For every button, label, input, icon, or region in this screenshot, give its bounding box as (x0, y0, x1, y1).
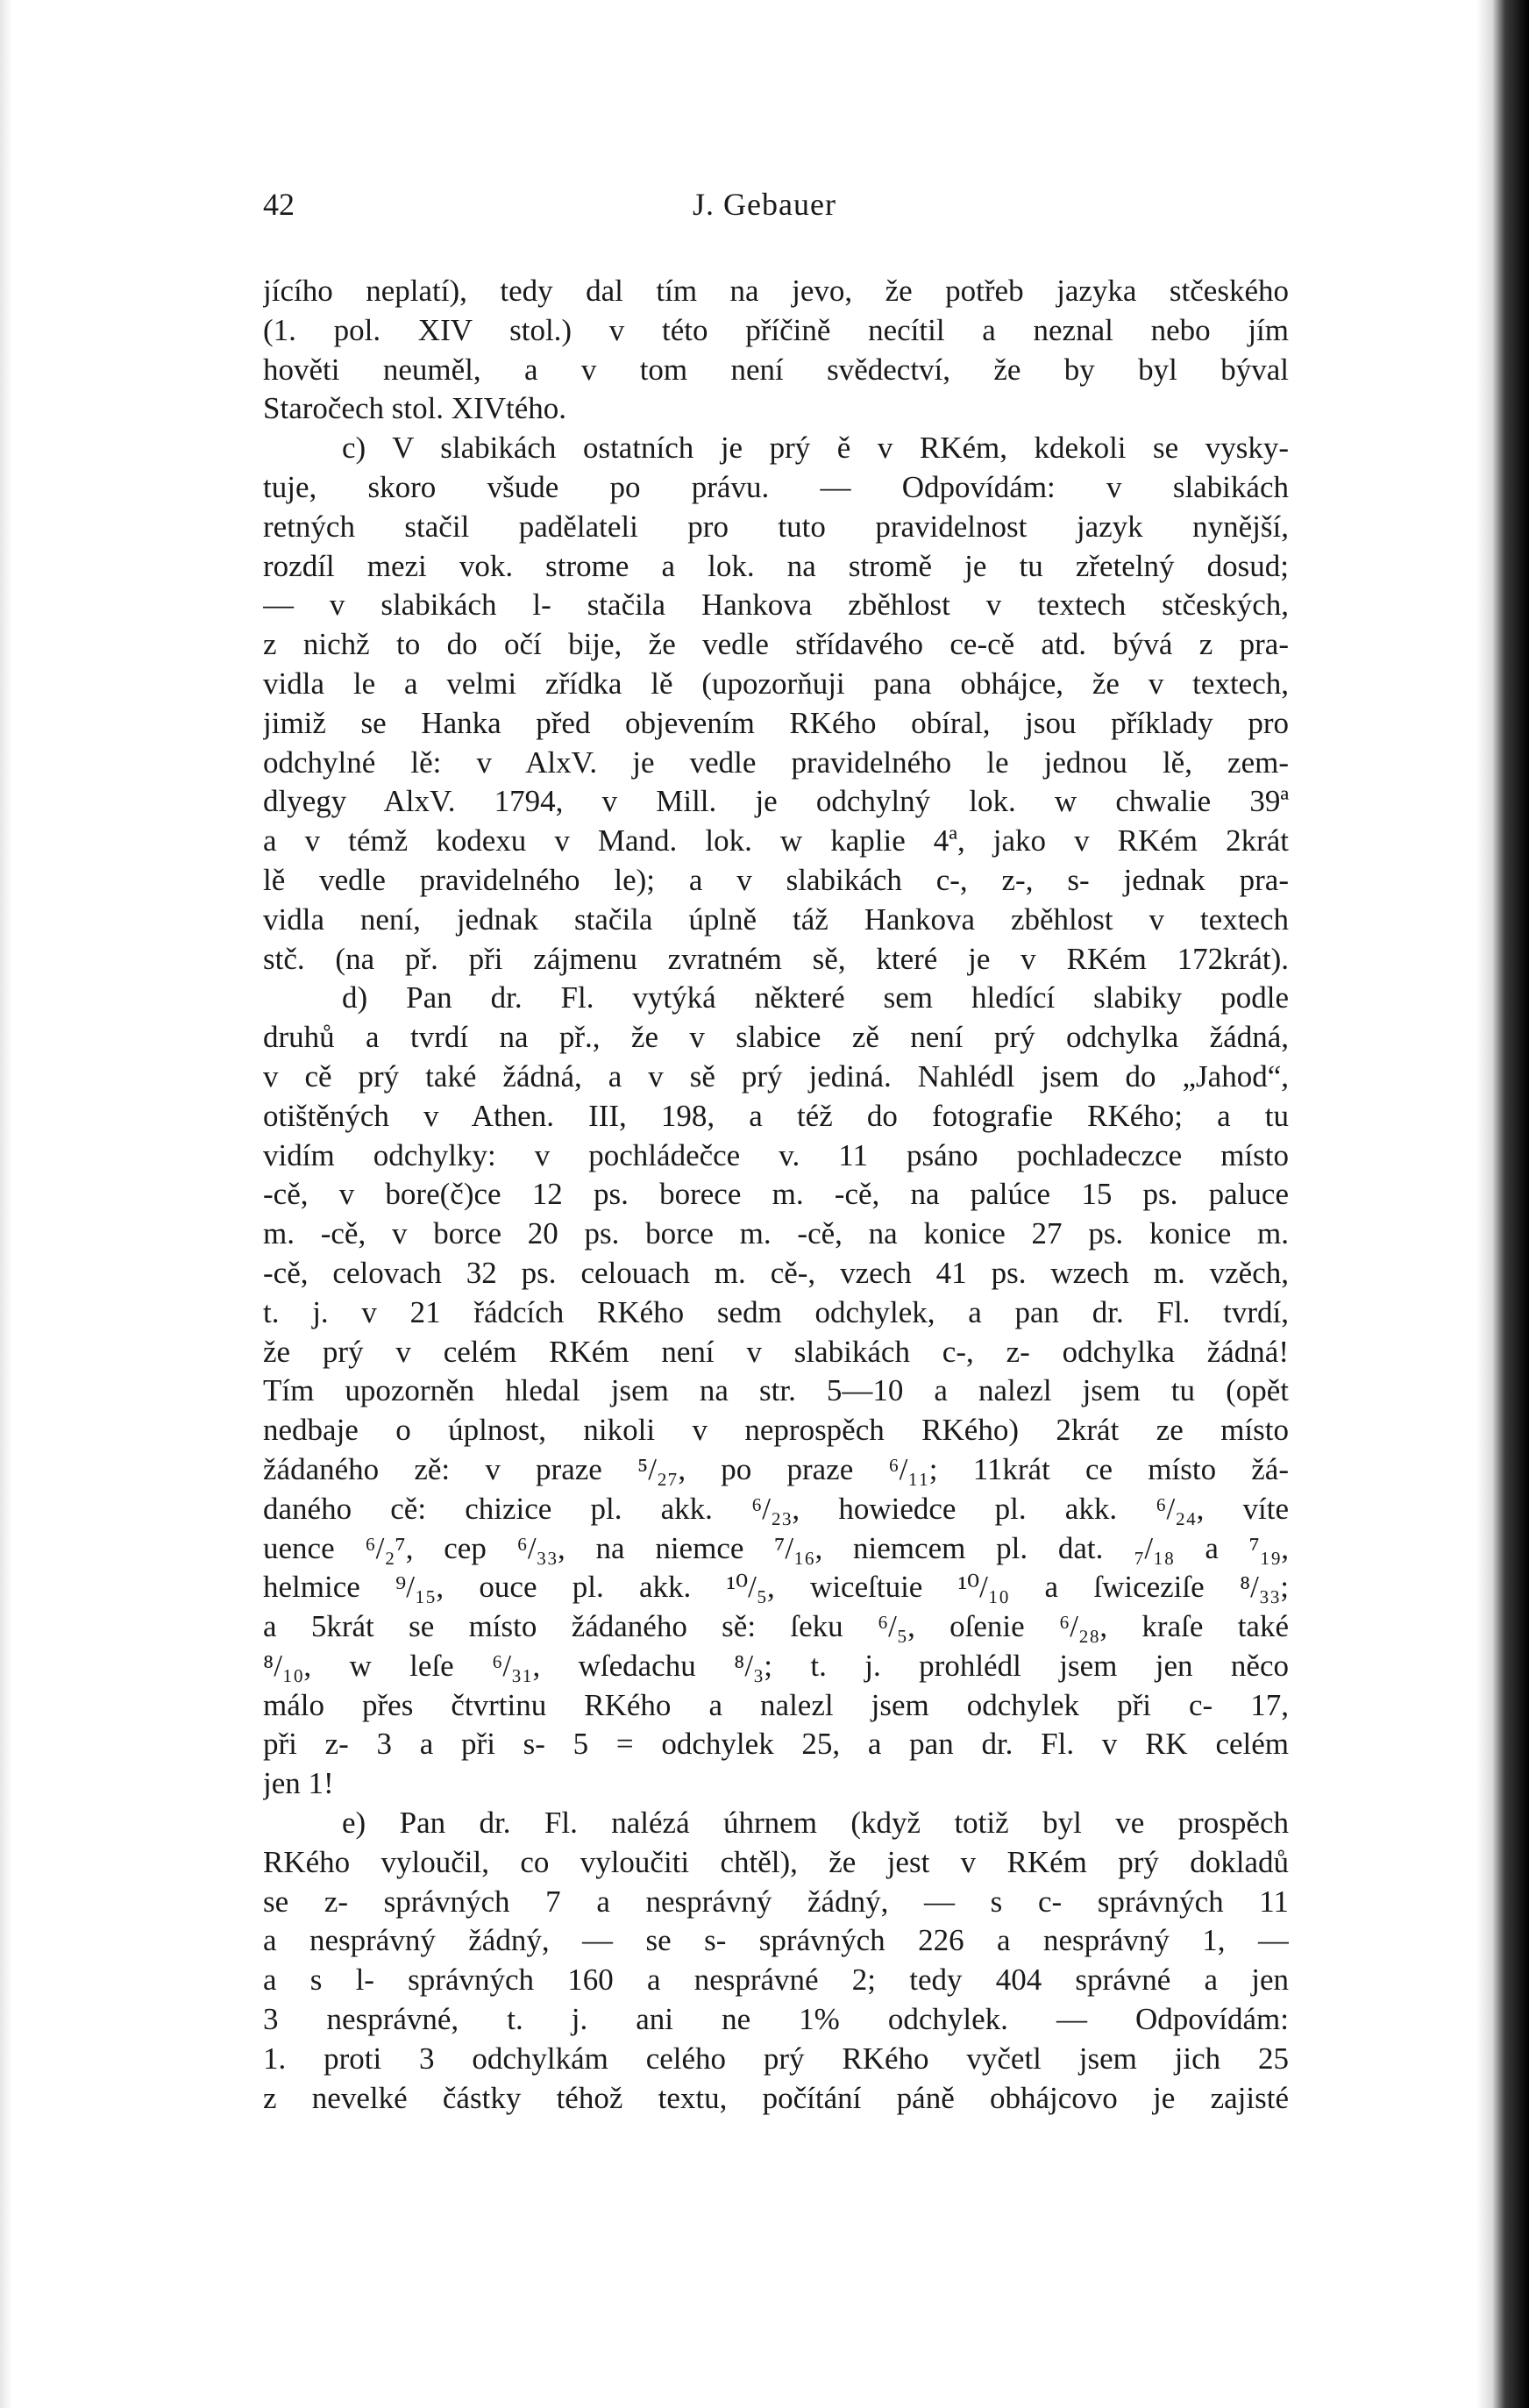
text-line: stč. (na př. při zájmenu zvratném sě, které je v RKém 172krát). (263, 941, 1289, 976)
text-line: e) Pan dr. Fl. nalézá úhrnem (když totiž byl ve prospěch (342, 1806, 1289, 1841)
text-line: c) V slabikách ostatních je prý ě v RKém, kdekoli se vysky- (342, 431, 1289, 466)
text-line: d) Pan dr. Fl. vytýká některé sem hledící slabiky podle (342, 980, 1289, 1015)
text-line: helmice ⁹/₁₅, ouce pl. akk. ¹⁰/₅, wiceſtuie ¹⁰/₁₀ a ſwiceziſe ⁸/₃₃; (263, 1570, 1289, 1605)
text-line: dlyegy AlxV. 1794, v Mill. je odchylný lok. w chwalie 39ª (263, 784, 1289, 819)
text-line: a s l- správných 160 a nesprávné 2; tedy 404 správné a jen (263, 1963, 1289, 1998)
text-line: t. j. v 21 řádcích RKého sedm odchylek, a pan dr. Fl. tvrdí, (263, 1294, 1289, 1329)
text-line: retných stačil padělateli pro tuto pravidelnost jazyk nynější, (263, 509, 1289, 544)
text-line: lě vedle pravidelného le); a v slabikách c-, z-, s- jednak pra- (263, 862, 1289, 897)
text-line: že prý v celém RKém není v slabikách c-, z- odchylka žádná! (263, 1334, 1289, 1369)
page-number: 42 (263, 187, 295, 222)
text-line: (1. pol. XIV stol.) v této příčině necítil a neznal nebo jím (263, 312, 1289, 347)
text-line: z nevelké částky téhož textu, počítání páně obhájcovo je zajisté (263, 2080, 1289, 2115)
page-edge-shadow-right (1476, 0, 1529, 2408)
text-line: — v slabikách l- stačila Hankova zběhlost v textech stčeských, (263, 588, 1289, 623)
text-line: vidla le a velmi zřídka lě (upozorňuji pana obhájce, že v textech, (263, 666, 1289, 701)
text-line: -cě, celovach 32 ps. celouach m. cě-, vzech 41 ps. wzech m. vzěch, (263, 1255, 1289, 1290)
text-line: a nesprávný žádný, — se s- správných 226 a nesprávný 1, — (263, 1923, 1289, 1958)
text-line: se z- správných 7 a nesprávný žádný, — s c- správných 11 (263, 1884, 1289, 1919)
text-line: -cě, v bore(č)ce 12 ps. borece m. -cě, na palúce 15 ps. paluce (263, 1177, 1289, 1212)
text-line: hověti neuměl, a v tom není svědectví, že by byl býval (263, 352, 1289, 387)
text-line: vidím odchylky: v pochládečce v. 11 psáno pochladeczce místo (263, 1137, 1289, 1172)
text-line: žádaného zě: v praze ⁵/₂₇, po praze ⁶/₁₁; 11krát ce místo žá- (263, 1451, 1289, 1486)
page-header (263, 186, 1289, 230)
text-line: vidla není, jednak stačila úplně táž Hankova zběhlost v textech (263, 901, 1289, 937)
page-edge-shadow-left (0, 0, 12, 2408)
text-line: v cě prý také žádná, a v sě prý jediná. Nahlédl jsem do „Jahod“, (263, 1058, 1289, 1094)
text-line: druhů a tvrdí na př., že v slabice zě není prý odchylka žádná, (263, 1020, 1289, 1055)
text-line: Staročech stol. XIVtého. (263, 391, 567, 426)
text-line: jimiž se Hanka před objevením RKého obíral, jsou příklady pro (263, 705, 1289, 740)
text-line: daného cě: chizice pl. akk. ⁶/₂₃, howiedce pl. akk. ⁶/₂₄, víte (263, 1491, 1289, 1526)
text-line: rozdíl mezi vok. strome a lok. na stromě je tu zřetelný dosud; (263, 548, 1289, 583)
text-line: a 5krát se místo žádaného sě: ſeku ⁶/₅, oſenie ⁶/₂₈, kraſe také (263, 1609, 1289, 1644)
text-line: z nichž to do očí bije, že vedle střídavého ce-cě atd. bývá z pra- (263, 627, 1289, 662)
text-line: m. -cě, v borce 20 ps. borce m. -cě, na konice 27 ps. konice m. (263, 1216, 1289, 1251)
running-title: J. Gebauer (693, 187, 836, 222)
body-text (263, 272, 1289, 2118)
text-line: RKého vyloučil, co vyloučiti chtěl), že jest v RKém prý dokladů (263, 1844, 1289, 1879)
text-line: 3 nesprávné, t. j. ani ne 1% odchylek. — Odpovídám: (263, 2002, 1289, 2037)
text-line: 1. proti 3 odchylkám celého prý RKého vyčetl jsem jich 25 (263, 2041, 1289, 2076)
text-line: a v témž kodexu v Mand. lok. w kaplie 4ª, jako v RKém 2krát (263, 823, 1289, 858)
text-line: jícího neplatí), tedy dal tím na jevo, že potřeb jazyka stčeského (263, 274, 1289, 308)
text-line: odchylné lě: v AlxV. je vedle pravidelného le jednou lě, zem- (263, 744, 1289, 780)
text-line: otištěných v Athen. III, 198, a též do fotografie RKého; a tu (263, 1098, 1289, 1133)
text-line: tuje, skoro všude po právu. — Odpovídám: v slabikách (263, 469, 1289, 504)
text-line: Tím upozorněn hledal jsem na str. 5—10 a nalezl jsem tu (opět (263, 1373, 1289, 1408)
text-line: málo přes čtvrtinu RKého a nalezl jsem odchylek při c- 17, (263, 1687, 1289, 1722)
text-line: nedbaje o úplnost, nikoli v neprospěch RKého) 2krát ze místo (263, 1413, 1289, 1448)
text-line: jen 1! (263, 1766, 334, 1801)
text-line: při z- 3 a při s- 5 = odchylek 25, a pan dr. Fl. v RK celém (263, 1727, 1289, 1762)
text-line: ⁸/₁₀, w leſe ⁶/₃₁, wſedachu ⁸/₃; t. j. prohlédl jsem jen něco (263, 1648, 1289, 1683)
text-line: uence ⁶/₂⁷, cep ⁶/₃₃, na niemce ⁷/₁₆, niemcem pl. dat. ₇/₁₈ a ⁷₁₉, (263, 1530, 1289, 1565)
